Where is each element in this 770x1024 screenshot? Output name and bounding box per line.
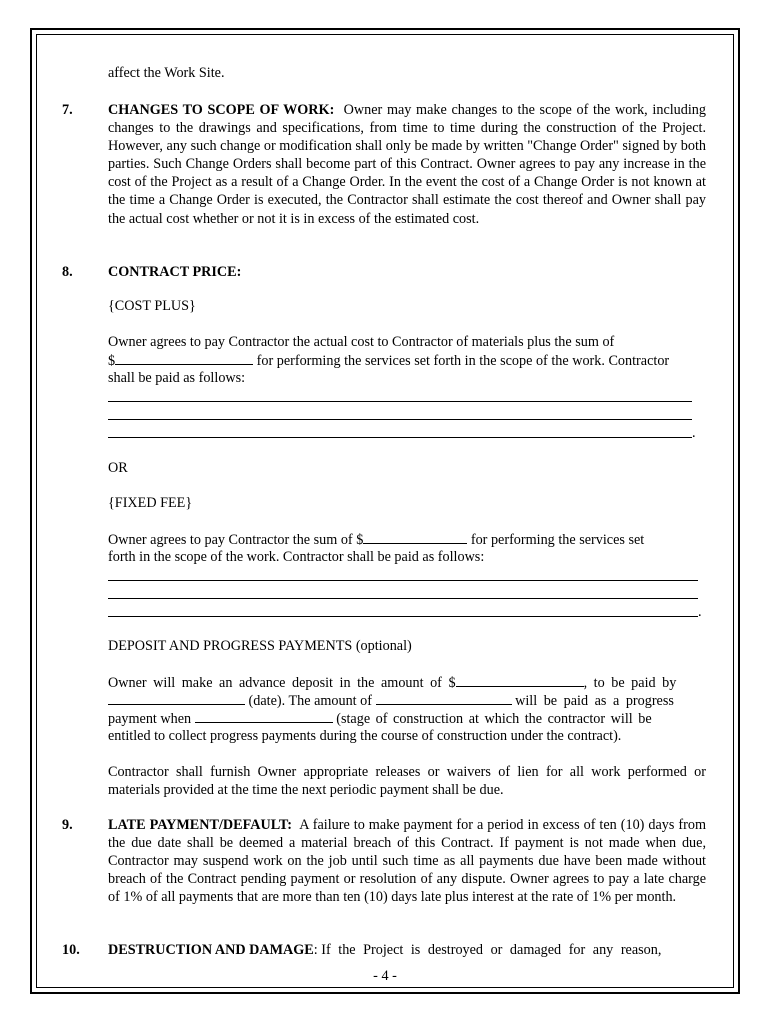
- cost-plus-line-2: $ for performing the services set forth in the scope of the work. Contractor: [108, 353, 670, 369]
- deposit-amount-blank[interactable]: [456, 673, 584, 687]
- fixed-fee-label: {FIXED FEE}: [108, 495, 193, 511]
- deposit-line-4: entitled to collect progress payments during the course of construction under the contract).: [108, 728, 622, 744]
- section-9-number: 9.: [62, 817, 73, 833]
- deposit-line-3: payment when (stage of construction at which the contractor will be: [108, 711, 652, 727]
- cost-plus-line-3: shall be paid as follows:: [108, 370, 246, 386]
- fixed-fee-line-2: forth in the scope of the work. Contractor shall be paid as follows:: [108, 549, 485, 565]
- fixed-fee-payment-line-2[interactable]: [108, 598, 698, 599]
- fixed-fee-sum-blank[interactable]: [363, 530, 467, 544]
- deposit-date-blank[interactable]: [108, 691, 245, 705]
- cost-plus-sum-blank[interactable]: [115, 351, 253, 365]
- section-10-number: 10.: [62, 942, 80, 958]
- section-9-heading: LATE PAYMENT/DEFAULT:: [108, 817, 293, 833]
- lien-waiver-paragraph: Contractor shall furnish Owner appropriate releases or waivers of lien for all work performed or materials provided at the time the next periodic payment shall be due.: [108, 764, 706, 799]
- section-10-paragraph: DESTRUCTION AND DAMAGE: If the Project is destroyed or damaged for any reason,: [108, 942, 662, 958]
- cost-plus-payment-line-3[interactable]: [108, 437, 692, 438]
- section-7-body: Owner may make changes to the scope of the work, including changes to the drawings and specifications, from time to time during the construction of the Project. However, any such change or modification shall only be made by written "Change Order" signed by both parties. Such Change Orders shall become part of this Contract. Owner agrees to pay any increase in the cost of the Project as a result of a Change Order. In the event the cost of a Change Order is not known at the time a Change Order is executed, the Contractor shall estimate the cost thereof and Owner shall pay the actual cost whether or not it is in excess of the estimated cost.: [108, 102, 706, 227]
- deposit-line-2: (date). The amount of will be paid as a progress: [108, 691, 706, 710]
- section-7-heading: CHANGES TO SCOPE OF WORK:: [108, 102, 335, 118]
- cost-plus-label: {COST PLUS}: [108, 298, 196, 314]
- or-label: OR: [108, 460, 128, 476]
- section-7-paragraph: [108, 101, 706, 228]
- deposit-line-1: Owner will make an advance deposit in the amount of $ , to be paid by: [108, 675, 677, 691]
- fixed-fee-line-1: Owner agrees to pay Contractor the sum of $ for performing the services set: [108, 532, 645, 548]
- fixed-fee-payment-line-3[interactable]: [108, 616, 698, 617]
- progress-amount-blank[interactable]: [376, 691, 512, 705]
- fixed-fee-payment-line-1[interactable]: [108, 580, 698, 581]
- progress-stage-blank[interactable]: [195, 709, 333, 723]
- section-7-number: 7.: [62, 102, 73, 118]
- section-8-heading: CONTRACT PRICE:: [108, 264, 242, 280]
- section-9-paragraph: [108, 816, 706, 906]
- section-10-heading: DESTRUCTION AND DAMAGE: [108, 942, 314, 958]
- section-9-body: A failure to make payment for a period in excess of ten (10) days from the due date shall be deemed a material breach of this Contract. If payment is not made when due, Contractor may suspend work on the job until such time as all payments due have been made without breach of the Contract pending payment or resolution of any dispute. Owner agrees to pay a late charge of 1% of all payments that are more than ten (10) days late plus interest at the rate of 1% per month.: [108, 817, 707, 906]
- cost-plus-payment-line-2[interactable]: [108, 419, 692, 420]
- period-mark: .: [698, 604, 702, 620]
- period-mark: .: [692, 425, 696, 441]
- section-10-body: If the Project is destroyed or damaged for any reason,: [321, 942, 662, 958]
- cost-plus-payment-line-1[interactable]: [108, 401, 692, 402]
- section-8-number: 8.: [62, 264, 73, 280]
- intro-text: affect the Work Site.: [108, 65, 225, 81]
- cost-plus-line-1: Owner agrees to pay Contractor the actual cost to Contractor of materials plus the sum of: [108, 334, 615, 350]
- page-number: - 4 -: [373, 968, 397, 984]
- deposit-heading: DEPOSIT AND PROGRESS PAYMENTS (optional): [108, 638, 412, 654]
